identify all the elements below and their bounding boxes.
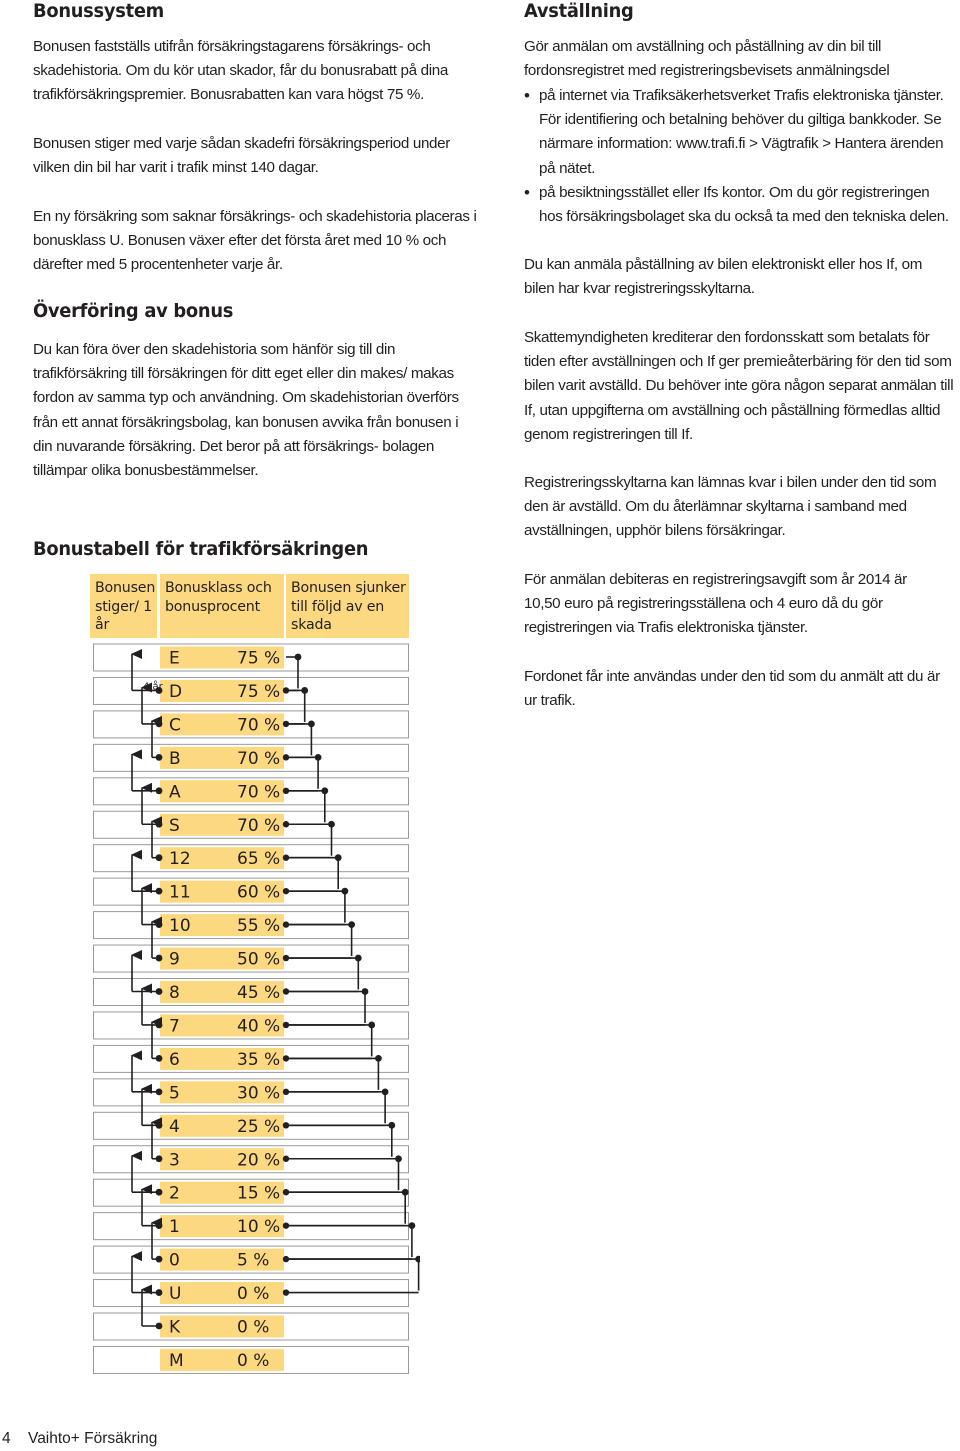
percent-label: 20 %: [237, 1150, 281, 1171]
class-label: 2: [169, 1183, 180, 1204]
percent-label: 35 %: [237, 1049, 281, 1070]
class-label: 0: [169, 1250, 180, 1271]
rise-dot: [156, 1088, 163, 1095]
bullet-internet: • på internet via Trafiksäkerhetsverket Trafis elektroniska tjänster. För identifiering och betalning behöver du giltiga bankkoder. Se närmare information: www.trafi.fi > Vägtrafik > Hantera ärenden på nätet.: [524, 84, 954, 181]
four-years-annotation: 4 år: [143, 681, 163, 693]
percent-label: 10 %: [237, 1217, 281, 1238]
avstallning-intro: Gör anmälan om avställning och påställning av din bil till fordonsregistret med registreringsbevisets anmälningsdel: [524, 38, 890, 80]
percent-label: 70 %: [237, 748, 281, 769]
class-label: 4: [169, 1116, 180, 1137]
percent-label: 50 %: [237, 949, 281, 970]
class-label: 9: [169, 949, 180, 970]
class-label: A: [169, 782, 181, 803]
transfer-paragraph: Du kan föra över den skadehistoria som hänför sig till din trafikförsäkring till försäkringen för ditt eget eller din makes/ makas fordon av samma typ och användning. Om skadehistorian överförs från ett annat försäkringsbolag, kan bonusen avvika från bonusen i din nuvarande försäkring. Det beror på att försäkrings- bolagen tillämpar olika bonusbestämmelser.: [33, 341, 459, 480]
percent-label: 75 %: [237, 648, 281, 669]
bonus-table-chart: [90, 574, 420, 1384]
percent-label: 60 %: [237, 882, 281, 903]
percent-label: 25 %: [237, 1116, 281, 1137]
avstallning-bullets: [524, 84, 954, 229]
percent-label: 75 %: [237, 681, 281, 702]
rise-dot: [156, 1155, 163, 1162]
rise-dot: [156, 1323, 163, 1330]
rise-dot: [156, 1256, 163, 1263]
percent-label: 0 %: [237, 1317, 270, 1338]
percent-label: 40 %: [237, 1016, 281, 1037]
footer: [2, 1430, 157, 1448]
header-drop-label: Bonusen sjunker till följd av en skada: [291, 580, 406, 633]
rise-dot: [156, 1055, 163, 1062]
fee-paragraph: För anmälan debiteras en registreringsavgift som år 2014 är 10,50 euro på registreringsställena och 4 euro då du gör registreringen via Trafis elektroniska tjänster.: [524, 571, 907, 637]
avstallning-title: Avställning: [524, 0, 634, 22]
percent-label: 65 %: [237, 849, 281, 870]
class-label: 11: [169, 882, 191, 903]
percent-label: 30 %: [237, 1083, 281, 1104]
after-bullets-paragraph: Du kan anmäla påställning av bilen elektroniskt eller hos If, om bilen har kvar registreringsskyltarna.: [524, 256, 923, 298]
bonus-paragraph-1: Bonusen fastställs utifrån försäkringstagarens försäkrings- och skadehistoria. Om du kör utan skador, får du bonusrabatt på dina trafikförsäkringspremier. Bonusrabatten kan vara högst 75 %.: [33, 38, 448, 104]
rise-dot: [156, 754, 163, 761]
rise-dot: [156, 1122, 163, 1129]
class-label: K: [169, 1317, 181, 1338]
rise-dot: [156, 1289, 163, 1296]
class-label: B: [169, 748, 181, 769]
rise-dot: [156, 821, 163, 828]
tax-paragraph: Skattemyndigheten krediterar den fordonsskatt som betalats för tiden efter avställningen och If ger premieåterbäring för den tid som bilen varit avställd. Du behöver inte göra någon separat anmälan till If, utan uppgifterna om avställning och påställning förmedlas alltid genom registreringen till If.: [524, 329, 954, 443]
bullet-office: • på besiktningsstället eller Ifs kontor. Om du gör registreringen hos försäkringsbolaget ska du också ta med den tekniska delen.: [524, 181, 954, 229]
class-label: 6: [169, 1049, 180, 1070]
rise-dot: [156, 1022, 163, 1029]
rise-dot: [156, 1189, 163, 1196]
rise-dot: [156, 854, 163, 861]
rise-dot: [156, 955, 163, 962]
rise-dot: [156, 988, 163, 995]
class-label: D: [169, 681, 183, 702]
percent-label: 70 %: [237, 815, 281, 836]
percent-label: 0 %: [237, 1284, 270, 1305]
class-label: 10: [169, 916, 191, 937]
percent-label: 70 %: [237, 715, 281, 736]
percent-label: 70 %: [237, 782, 281, 803]
class-label: 12: [169, 849, 191, 870]
header-rise-label: Bonusen stiger/ 1 år: [95, 580, 156, 633]
drop-target-dot: [283, 1289, 289, 1295]
rise-dot: [156, 787, 163, 794]
rise-dot: [156, 921, 163, 928]
class-label: C: [169, 715, 181, 736]
percent-label: 15 %: [237, 1183, 281, 1204]
percent-label: 0 %: [237, 1350, 270, 1371]
class-label: U: [169, 1284, 182, 1305]
rise-dot: [156, 1222, 163, 1229]
usage-paragraph: Fordonet får inte användas under den tid som du anmält att du är ur trafik.: [524, 668, 940, 710]
class-label: 1: [169, 1217, 180, 1238]
class-label: 8: [169, 983, 180, 1003]
table-title: Bonustabell för trafikförsäkringen: [33, 538, 369, 560]
percent-label: 5 %: [237, 1250, 270, 1271]
class-label: M: [169, 1350, 184, 1371]
rise-dot: [156, 888, 163, 895]
class-label: 5: [169, 1083, 180, 1104]
header-class-label: Bonusklass och bonusprocent: [165, 580, 272, 615]
class-label: 7: [169, 1016, 180, 1037]
class-label: 3: [169, 1150, 180, 1171]
rise-dot: [156, 721, 163, 728]
plates-paragraph: Registreringsskyltarna kan lämnas kvar i bilen under den tid som den är avställd. Om du återlämnar skyltarna i samband med avställningen, upphör bilens försäkringar.: [524, 474, 937, 540]
percent-label: 45 %: [237, 983, 281, 1003]
class-label: E: [169, 648, 180, 669]
bonus-title: Bonussystem: [33, 0, 165, 22]
bonus-paragraph-3: En ny försäkring som saknar försäkrings- och skadehistoria placeras i bonusklass U. Bonusen växer efter det första året med 10 % och därefter med 5 procentenheter varje år.: [33, 208, 477, 274]
percent-label: 55 %: [237, 916, 281, 937]
page-number: 4: [2, 1430, 11, 1447]
bonus-paragraph-2: Bonusen stiger med varje sådan skadefri försäkringsperiod under vilken din bil har varit i trafik minst 140 dagar.: [33, 135, 450, 177]
footer-text: Vaihto+ Försäkring: [28, 1430, 158, 1447]
transfer-title: Överföring av bonus: [33, 300, 234, 322]
class-label: S: [169, 815, 180, 836]
